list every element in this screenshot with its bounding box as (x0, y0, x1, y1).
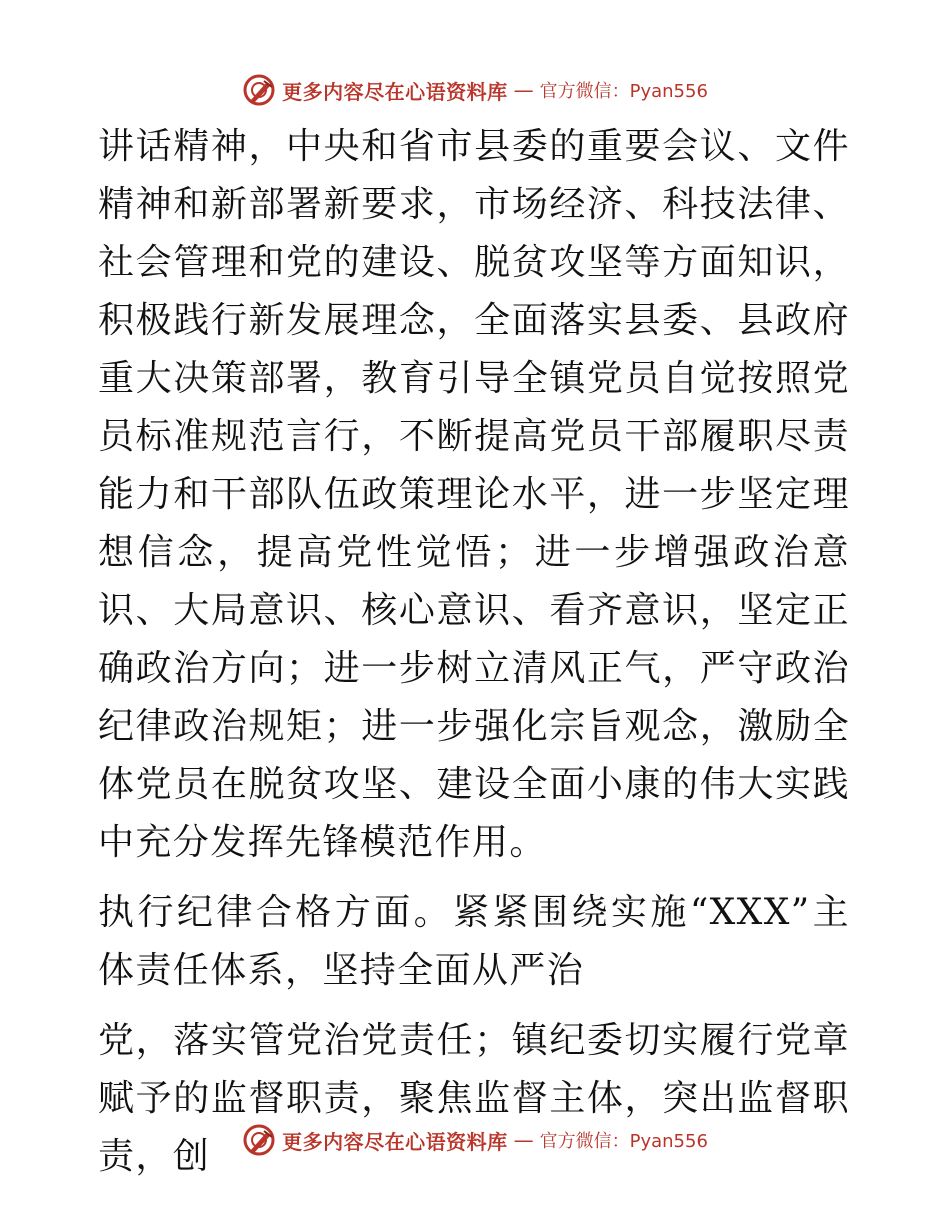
header-contact-text: 官方微信：Pyan556 (539, 81, 708, 102)
paragraph-2: 执行纪律合格方面。紧紧围绕实施“XXX”主体责任体系，坚持全面从严治 (98, 892, 850, 991)
header-brand-text: 更多内容尽在心语资料库 (282, 79, 508, 104)
footer-separator: — (513, 1128, 534, 1152)
footer-watermark (0, 1120, 950, 1160)
footer-contact-text: 官方微信：Pyan556 (539, 1131, 708, 1152)
paragraph-3: 党，落实管党治党责任；镇纪委切实履行党章赋予的监督职责，聚焦监督主体，突出监督职责，创 (98, 1020, 850, 1177)
document-body (98, 118, 850, 1186)
pen-circle-logo-icon (242, 1123, 276, 1157)
footer-brand-text: 更多内容尽在心语资料库 (282, 1129, 508, 1154)
pen-circle-logo-icon (242, 73, 276, 107)
paragraph-1: 讲话精神，中央和省市县委的重要会议、文件精神和新部署新要求，市场经济、科技法律、社会管理和党的建设、脱贫攻坚等方面知识，积极践行新发展理念，全面落实县委、县政府重大决策部署，教育引导全镇党员自觉按照党员标准规范言行，不断提高党员干部履职尽责能力和干部队伍政策理论水平，进一步坚定理想信念，提高党性觉悟；进一步增强政治意识、大局意识、核心意识、看齐意识，坚定正确政治方向；进一步树立清风正气，严守政治纪律政治规矩；进一步强化宗旨观念，激励全体党员在脱贫攻坚、建设全面小康的伟大实践中充分发挥先锋模范作用。 (98, 126, 850, 863)
header-separator: — (513, 78, 534, 102)
header-watermark (0, 70, 950, 110)
